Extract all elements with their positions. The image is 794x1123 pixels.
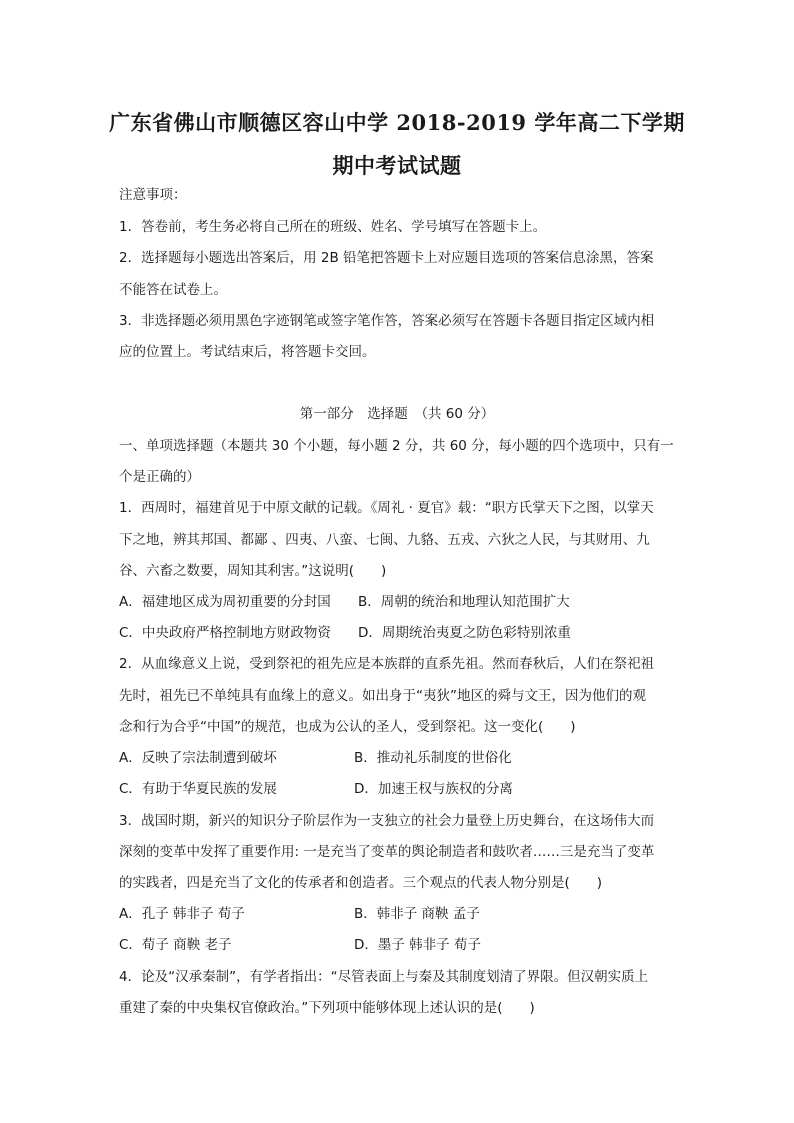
question-3-line2: 深刻的变革中发挥了重要作用: 一是充当了变革的舆论制造者和鼓吹者……三是充当了变革 bbox=[119, 844, 655, 860]
notice-heading: 注意事项： bbox=[119, 187, 187, 203]
exam-title-line1: 广东省佛山市顺德区容山中学 2018-2019 学年高二下学期 bbox=[109, 110, 685, 135]
question-2-option-d: D．加速王权与族权的分离 bbox=[354, 781, 513, 797]
question-2-option-a: A．反映了宗法制遭到破坏 bbox=[119, 750, 277, 766]
question-1-option-c: C．中央政府严格控制地方财政物资 bbox=[119, 625, 331, 641]
notice-item-1: 1．答卷前，考生务必将自己所在的班级、姓名、学号填写在答题卡上。 bbox=[119, 219, 547, 235]
section-instruction-line2: 个是正确的） bbox=[119, 469, 200, 485]
question-4-line2: 重建了秦的中央集权官僚政治。”下列项中能够体现上述认识的是( ) bbox=[119, 1000, 535, 1016]
notice-item-2-line1: 2．选择题每小题选出答案后，用 2B 铅笔把答题卡上对应题目选项的答案信息涂黑，答案 bbox=[119, 250, 654, 266]
question-3-option-b: B．韩非子 商鞅 孟子 bbox=[354, 906, 480, 922]
question-3-line3: 的实践者，四是充当了文化的传承者和创造者。三个观点的代表人物分别是( ) bbox=[119, 875, 603, 891]
question-2-line1: 2．从血缘意义上说，受到祭祀的祖先应是本族群的直系先祖。然而春秋后，人们在祭祀祖 bbox=[119, 656, 655, 672]
question-4-line1: 4．论及“汉承秦制”，有学者指出：“尽管表面上与秦及其制度划清了界限。但汉朝实质上 bbox=[119, 969, 649, 985]
question-1-option-a: A．福建地区成为周初重要的分封国 bbox=[119, 594, 331, 610]
notice-item-2-line2: 不能答在试卷上。 bbox=[119, 282, 227, 298]
question-2-option-b: B．推动礼乐制度的世俗化 bbox=[354, 750, 512, 766]
question-3-option-d: D．墨子 韩非子 荀子 bbox=[354, 937, 481, 953]
exam-title-line2: 期中考试试题 bbox=[332, 153, 462, 178]
question-3-option-c: C．荀子 商鞅 老子 bbox=[119, 937, 232, 953]
notice-item-3-line2: 应的位置上。考试结束后，将答题卡交回。 bbox=[119, 344, 376, 360]
question-1-line1: 1．西周时，福建首见于中原文献的记载。《周礼 · 夏官》载：“职方氏掌天下之图，以掌天 bbox=[119, 500, 654, 516]
question-3-line1: 3．战国时期，新兴的知识分子阶层作为一支独立的社会力量登上历史舞台，在这场伟大而 bbox=[119, 813, 655, 829]
question-2-line2: 先时，祖先已不单纯具有血缘上的意义。如出身于“夷狄”地区的舜与文王，因为他们的观 bbox=[119, 688, 646, 704]
question-3-option-a: A．孔子 韩非子 荀子 bbox=[119, 906, 245, 922]
question-1-line3: 谷、六畜之数要，周知其利害。”这说明( ) bbox=[119, 563, 387, 579]
question-2-line3: 念和行为合乎“中国”的规范，也成为公认的圣人，受到祭祀。这一变化( ) bbox=[119, 719, 576, 735]
question-1-option-d: D．周期统治夷夏之防色彩特别浓重 bbox=[358, 625, 571, 641]
section-title: 第一部分 选择题 （共 60 分） bbox=[299, 406, 495, 422]
section-instruction-line1: 一、单项选择题（本题共 30 个小题，每小题 2 分，共 60 分，每小题的四个选项中，只有一 bbox=[119, 438, 674, 454]
question-2-option-c: C．有助于华夏民族的发展 bbox=[119, 781, 277, 797]
notice-item-3-line1: 3．非选择题必须用黑色字迹钢笔或签字笔作答，答案必须写在答题卡各题目指定区域内相 bbox=[119, 313, 655, 329]
question-1-line2: 下之地，辨其邦国、都鄙 、四夷、八蛮、七闽、九貉、五戎、六狄之人民，与其财用、九 bbox=[119, 532, 650, 548]
question-1-option-b: B．周朝的统治和地理认知范围扩大 bbox=[358, 594, 570, 610]
